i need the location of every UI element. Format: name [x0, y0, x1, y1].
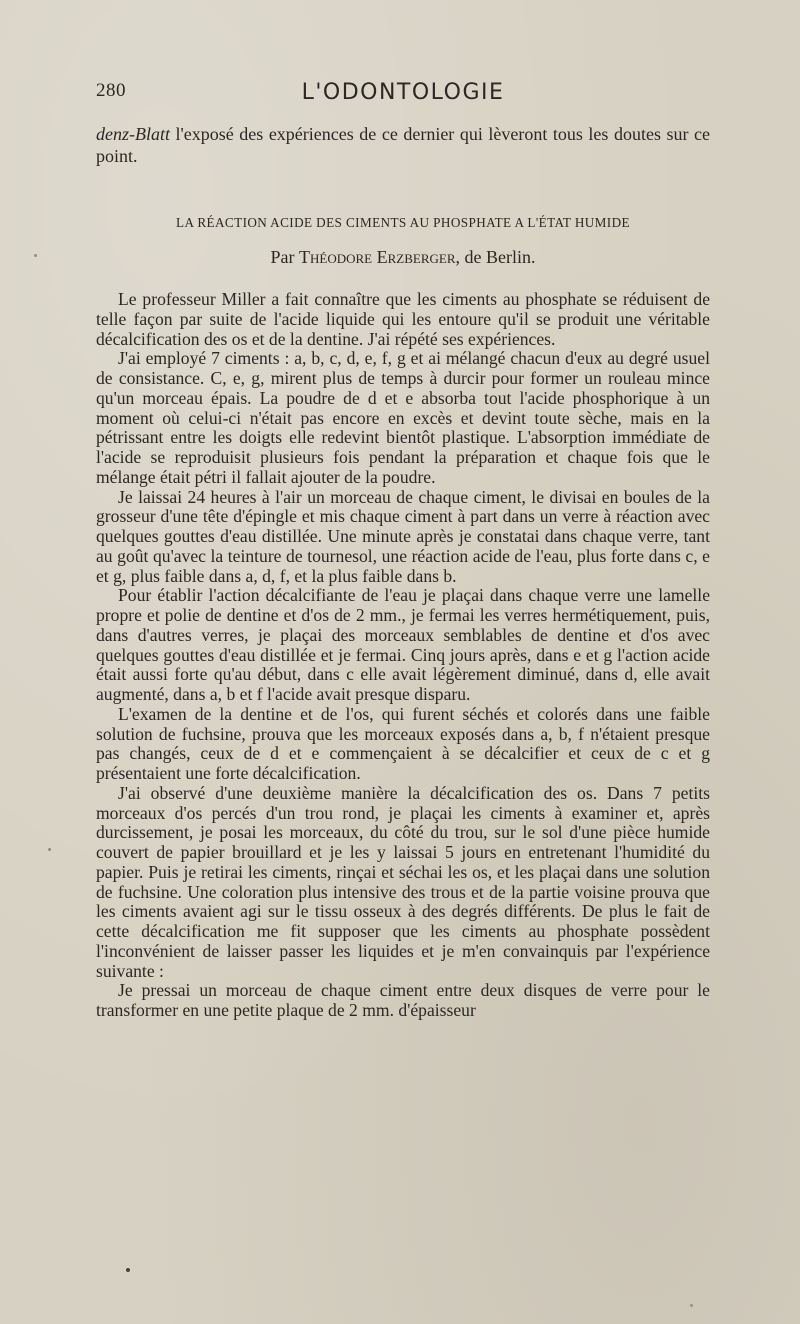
page-header: [96, 80, 710, 110]
source-title: denz-Blatt: [96, 124, 170, 144]
paragraph: Pour établir l'action décalcifiante de l'eau je plaçai dans chaque verre une lamelle propre et polie de dentine et d'os de 2 mm., je fermai les verres hermétiquement, puis, dans d'autres verres, je plaçai des morceaux semblables de dentine et d'os avec quelques gouttes d'eau distillée et je fermai. Cinq jours après, dans e et g l'action acide était aussi forte qu'au début, dans c elle avait légèrement diminué, dans d, elle avait augmenté, dans a, b et f l'acide avait presque disparu.: [96, 585, 710, 704]
paper-speck: [34, 254, 37, 257]
byline-suffix: , de Berlin.: [455, 247, 536, 267]
continuation-paragraph: [96, 124, 710, 167]
paragraph: Je pressai un morceau de chaque ciment entre deux disques de verre pour le transformer en une petite plaque de 2 mm. d'épaisseur: [96, 980, 710, 1020]
paragraph: J'ai observé d'une deuxième manière la décalcification des os. Dans 7 petits morceaux d'os percés d'un trou rond, je plaçai les ciments à examiner et, après durcissement, je posai les morceaux, du côté du trou, sur le sol d'une pièce humide couvert de papier brouillard et je les y laissai 5 jours en entretenant l'humidité du papier. Puis je retirai les ciments, rinçai et séchai les os, et les plaçai dans une solution de fuchsine. Une coloration plus intensive des trous et de la partie voisine prouva que les ciments avaient agi sur le tissu osseux à des degrés différents. De plus le fait de cette décalcification me fit supposer que les ciments au phosphate possèdent l'inconvénient de laisser passer les liquides et je m'en convainquis par l'expérience suivante :: [96, 782, 710, 981]
book-page: [96, 80, 710, 1021]
paragraph: J'ai employé 7 ciments : a, b, c, d, e, f, g et ai mélangé chacun d'eux au degré usuel de consistance. C, e, g, mirent plus de temps à durcir pour former un rouleau mince qu'un morceau épais. La poudre de d et e absorba tout l'acide phosphorique à un moment où celui-ci n'était pas encore en excès et devint toute sèche, mais en la pétrissant entre les doigts elle redevint bientôt plastique. L'absorption immédiate de l'acide se reproduisit plusieurs fois pendant la préparation et chaque fois que le mélange était pétri il fallait ajouter de la poudre.: [96, 348, 710, 487]
paragraph: L'examen de la dentine et de l'os, qui furent séchés et colorés dans une faible solution de fuchsine, prouva que les morceaux exposés dans a, b, f n'étaient presque pas changés, ceux de d et e commençaient à se décalcifier et ceux de c et g présentaient une forte décalcification.: [96, 703, 710, 783]
byline: [96, 247, 710, 268]
article-body: [96, 290, 710, 1021]
article-title: LA RÉACTION ACIDE DES CIMENTS AU PHOSPHATE A L'ÉTAT HUMIDE: [176, 215, 630, 230]
continuation-text: l'exposé des expériences de ce dernier qui lèveront tous les doutes sur ce point.: [96, 124, 710, 166]
paragraph: Le professeur Miller a fait connaître que les ciments au phosphate se réduisent de telle façon par suite de l'acide liquide qui les entoure qu'il se produit une véritable décalcification des os et de la dentine. J'ai répété ses expériences.: [96, 289, 710, 349]
paper-speck: [126, 1268, 130, 1272]
page-number: 280: [96, 80, 126, 101]
paper-speck: [690, 1304, 693, 1307]
byline-prefix: Par: [270, 247, 299, 267]
running-head: L'ODONTOLOGIE: [301, 80, 505, 105]
author-name: Théodore Erzberger: [299, 247, 456, 267]
paragraph: Je laissai 24 heures à l'air un morceau de chaque ciment, le divisai en boules de la grosseur d'une tête d'épingle et mis chaque ciment à part dans un verre à réaction avec quelques gouttes d'eau distillée. Une minute après je constatai dans chaque verre, tant au goût qu'avec la teinture de tournesol, une réaction acide de l'eau, plus forte dans c, e et g, plus faible dans a, d, f, et la plus faible dans b.: [96, 486, 710, 586]
paper-speck: [48, 848, 51, 851]
